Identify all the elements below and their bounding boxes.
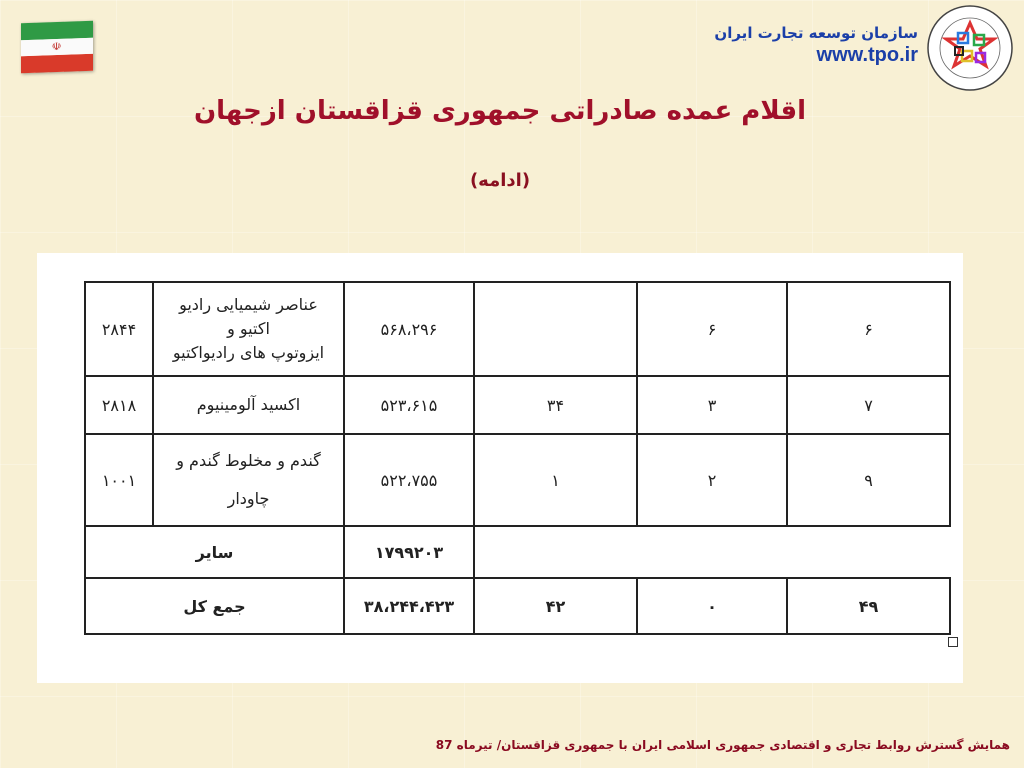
- item-description: [153, 376, 344, 434]
- total-value: ۳۸،۲۴۴،۴۲۳: [344, 578, 474, 634]
- cell-col6: ۷: [787, 376, 950, 434]
- export-value: ۵۲۲،۷۵۵: [344, 434, 474, 526]
- cell-col5: ۶: [637, 282, 787, 376]
- total-col5: ۰: [637, 578, 787, 634]
- org-url[interactable]: www.tpo.ir: [816, 44, 918, 66]
- table-row-other: [85, 526, 950, 578]
- table-panel: [37, 253, 963, 683]
- table-row: [85, 376, 950, 434]
- desc-line: چاودار: [227, 489, 270, 508]
- hs-code: ۲۸۴۴: [85, 282, 153, 376]
- total-col6: ۴۹: [787, 578, 950, 634]
- cell-col6: ۹: [787, 434, 950, 526]
- exports-table: [84, 281, 951, 635]
- cell-col5: ۳: [637, 376, 787, 434]
- cell-col4: ۱: [474, 434, 637, 526]
- desc-line: عناصر شیمیایی رادیو: [179, 295, 318, 314]
- desc-line: ایزوتوپ های رادیواکتیو: [172, 343, 325, 362]
- export-value: ۵۶۸،۲۹۶: [344, 282, 474, 376]
- org-name: سازمان توسعه تجارت ایران: [714, 24, 918, 42]
- table-row-total: [85, 578, 950, 634]
- total-label: جمع کل: [85, 578, 344, 634]
- footer-text: همایش گسترش روابط تجاری و اقتصادی جمهوری اسلامی ایران با جمهوری قزاقستان/ تیرماه 87: [435, 738, 1010, 752]
- export-value: ۵۲۳،۶۱۵: [344, 376, 474, 434]
- cell-col4: [474, 282, 637, 376]
- total-col4: ۴۲: [474, 578, 637, 634]
- other-label: سایر: [85, 526, 344, 578]
- emblem-icon: ☫: [51, 39, 62, 53]
- table-row: [85, 434, 950, 526]
- cell-col6: ۶: [787, 282, 950, 376]
- table-row: [85, 282, 950, 376]
- cell-col4: ۳۴: [474, 376, 637, 434]
- page-title: اقلام عمده صادراتی جمهوری قزاقستان ازجهان: [193, 96, 807, 126]
- other-value: ۱۷۹۹۲۰۳: [344, 526, 474, 578]
- desc-line: گندم و مخلوط گندم و: [176, 451, 321, 470]
- item-description: [153, 434, 344, 526]
- item-description: [153, 282, 344, 376]
- iran-flag: [21, 21, 93, 74]
- hs-code: ۲۸۱۸: [85, 376, 153, 434]
- tpo-logo: [920, 3, 1020, 93]
- desc-line: اکسید آلومینیوم: [196, 395, 301, 414]
- empty-cell: [474, 526, 950, 578]
- page-subtitle: (ادامه): [469, 170, 531, 191]
- resize-handle[interactable]: [948, 637, 958, 647]
- cell-col5: ۲: [637, 434, 787, 526]
- hs-code: ۱۰۰۱: [85, 434, 153, 526]
- desc-line: اکتیو و: [227, 319, 270, 338]
